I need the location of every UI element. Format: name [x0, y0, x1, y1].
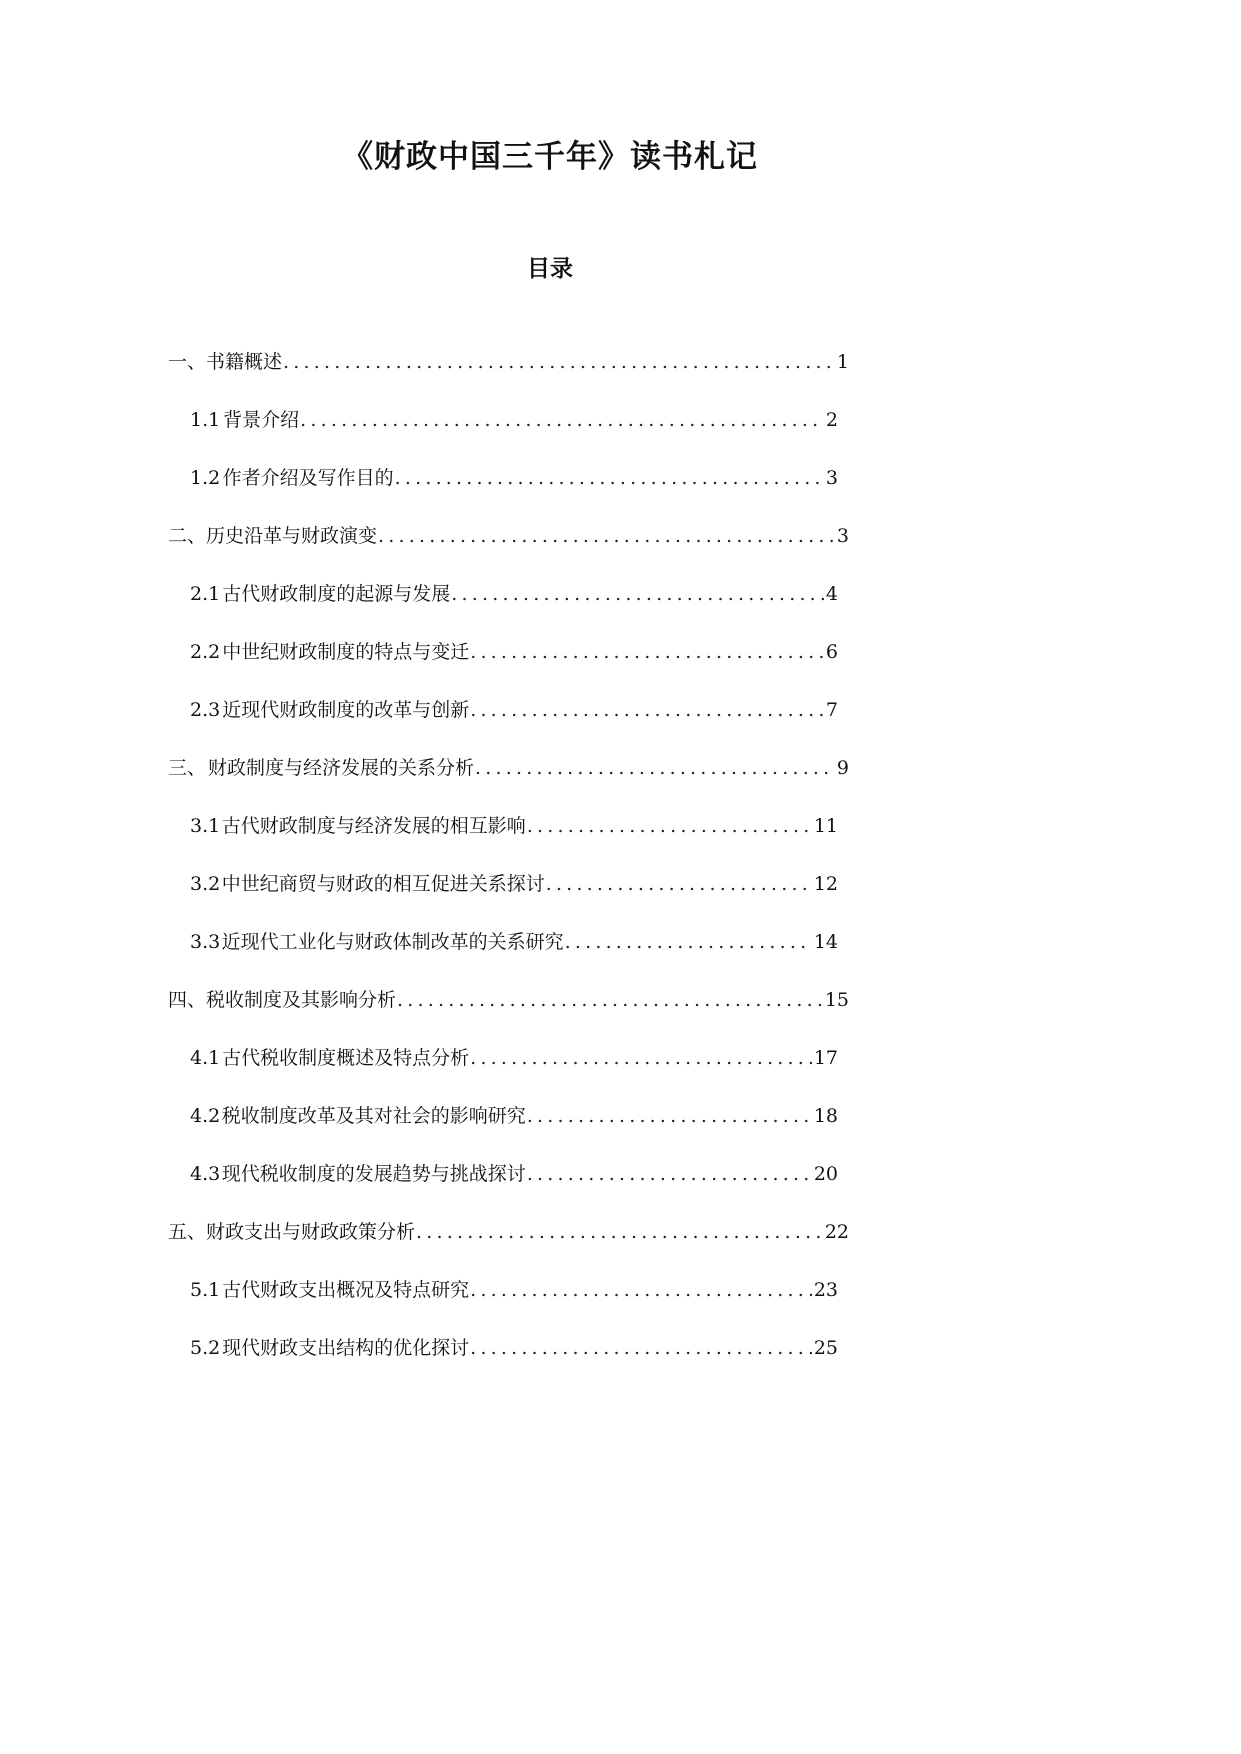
toc-entry[interactable] — [168, 751, 849, 785]
toc-leader-dots — [470, 1273, 812, 1307]
toc-leader-dots — [475, 751, 835, 785]
toc-entry-title: 背景介绍 — [223, 409, 300, 431]
toc-page-number: 17 — [813, 1047, 838, 1069]
toc-leader-dots — [470, 1331, 812, 1365]
toc-page-number: 3 — [836, 525, 849, 547]
toc-leader-dots — [283, 345, 835, 379]
toc-entry-number: 一、 — [168, 351, 207, 373]
toc-entry-number: 4.2 — [190, 1105, 221, 1127]
toc-entry-number: 三、 — [168, 757, 207, 779]
toc-entry-number: 四、 — [168, 989, 207, 1011]
toc-leader-dots — [395, 461, 824, 495]
toc-entry-title: 古代财政制度与经济发展的相互影响 — [221, 815, 526, 837]
toc-entry-title: 财政支出与财政政策分析 — [206, 1221, 416, 1243]
toc-leader-dots — [527, 809, 812, 843]
toc-entry-title: 古代税收制度概述及特点分析 — [222, 1047, 470, 1069]
toc-entry[interactable] — [190, 925, 838, 959]
toc-entry[interactable] — [168, 1215, 849, 1249]
toc-entry-title: 历史沿革与财政演变 — [206, 525, 378, 547]
toc-leader-dots — [378, 519, 835, 553]
toc-entry-title: 作者介绍及写作目的 — [222, 467, 394, 489]
toc-leader-dots — [527, 1099, 812, 1133]
toc-leader-dots — [451, 577, 824, 611]
toc-leader-dots — [300, 403, 824, 437]
toc-entry-number: 3.3 — [190, 931, 221, 953]
toc-page-number: 11 — [813, 815, 838, 837]
toc-entry[interactable] — [168, 519, 849, 553]
toc-page-number: 4 — [825, 583, 838, 605]
toc-leader-dots — [527, 1157, 812, 1191]
toc-entry[interactable] — [190, 461, 838, 495]
toc-entry-number: 3.2 — [190, 873, 221, 895]
toc-entry-number: 1.2 — [190, 467, 221, 489]
toc-entry-title: 中世纪财政制度的特点与变迁 — [222, 641, 470, 663]
toc-leader-dots — [470, 635, 824, 669]
toc-page-number: 15 — [824, 989, 849, 1011]
toc-entry-title: 书籍概述 — [206, 351, 283, 373]
toc-entry-number: 五、 — [168, 1221, 207, 1243]
toc-page-number: 18 — [813, 1105, 838, 1127]
toc-entry-number: 4.1 — [190, 1047, 221, 1069]
toc-entry[interactable] — [190, 1157, 838, 1191]
toc-entry[interactable] — [168, 345, 849, 379]
toc-entry-title: 税收制度及其影响分析 — [206, 989, 397, 1011]
toc-entry-title: 古代财政制度的起源与发展 — [222, 583, 451, 605]
toc-leader-dots — [397, 983, 823, 1017]
toc-entry-title: 中世纪商贸与财政的相互促进关系探讨 — [221, 873, 545, 895]
toc-entry-number: 4.3 — [190, 1163, 221, 1185]
toc-leader-dots — [470, 1041, 812, 1075]
toc-entry[interactable] — [190, 403, 838, 437]
toc-page-number: 23 — [813, 1279, 838, 1301]
toc-entry-number: 2.3 — [190, 699, 221, 721]
toc-entry[interactable] — [190, 1041, 838, 1075]
toc-entry[interactable] — [190, 1273, 838, 1307]
toc-page-number: 1 — [836, 351, 849, 373]
document-title: 《财政中国三千年》读书札记 — [342, 139, 758, 175]
toc-entry-title: 近现代财政制度的改革与创新 — [222, 699, 470, 721]
toc-entry-number: 2.2 — [190, 641, 221, 663]
toc-leader-dots — [416, 1215, 823, 1249]
toc-entry-title: 古代财政支出概况及特点研究 — [222, 1279, 470, 1301]
toc-leader-dots — [470, 693, 824, 727]
toc-entry-number: 5.1 — [190, 1279, 221, 1301]
toc-page-number: 25 — [813, 1337, 838, 1359]
toc-entry-number: 3.1 — [190, 815, 221, 837]
toc-page-number: 14 — [813, 931, 838, 953]
toc-entry[interactable] — [190, 635, 838, 669]
toc-entry-title: 财政制度与经济发展的关系分析 — [208, 757, 475, 779]
toc-entry-title: 现代税收制度的发展趋势与挑战探讨 — [221, 1163, 526, 1185]
toc-entry[interactable] — [190, 867, 838, 901]
toc-entry[interactable] — [190, 577, 838, 611]
toc-page-number: 2 — [825, 409, 838, 431]
toc-heading: 目录 — [527, 256, 573, 282]
toc-entry-title: 税收制度改革及其对社会的影响研究 — [221, 1105, 526, 1127]
toc-entry[interactable] — [190, 1331, 838, 1365]
toc-page-number: 22 — [824, 1221, 849, 1243]
toc-page-number: 20 — [813, 1163, 838, 1185]
toc-entry-title: 现代财政支出结构的优化探讨 — [222, 1337, 470, 1359]
toc-entry-number: 2.1 — [190, 583, 221, 605]
toc-entry[interactable] — [190, 809, 838, 843]
toc-page-number: 9 — [836, 757, 849, 779]
toc-entry-number: 5.2 — [190, 1337, 221, 1359]
toc-entry-title: 近现代工业化与财政体制改革的关系研究 — [221, 931, 564, 953]
toc-entry[interactable] — [190, 693, 838, 727]
toc-entry-number: 二、 — [168, 525, 207, 547]
toc-page-number: 3 — [825, 467, 838, 489]
toc-page-number: 7 — [825, 699, 838, 721]
toc-page-number: 6 — [825, 641, 838, 663]
toc-leader-dots — [565, 925, 812, 959]
toc-entry[interactable] — [190, 1099, 838, 1133]
toc-entry[interactable] — [168, 983, 849, 1017]
toc-entry-number: 1.1 — [190, 409, 221, 431]
toc-leader-dots — [546, 867, 812, 901]
toc-page-number: 12 — [813, 873, 838, 895]
